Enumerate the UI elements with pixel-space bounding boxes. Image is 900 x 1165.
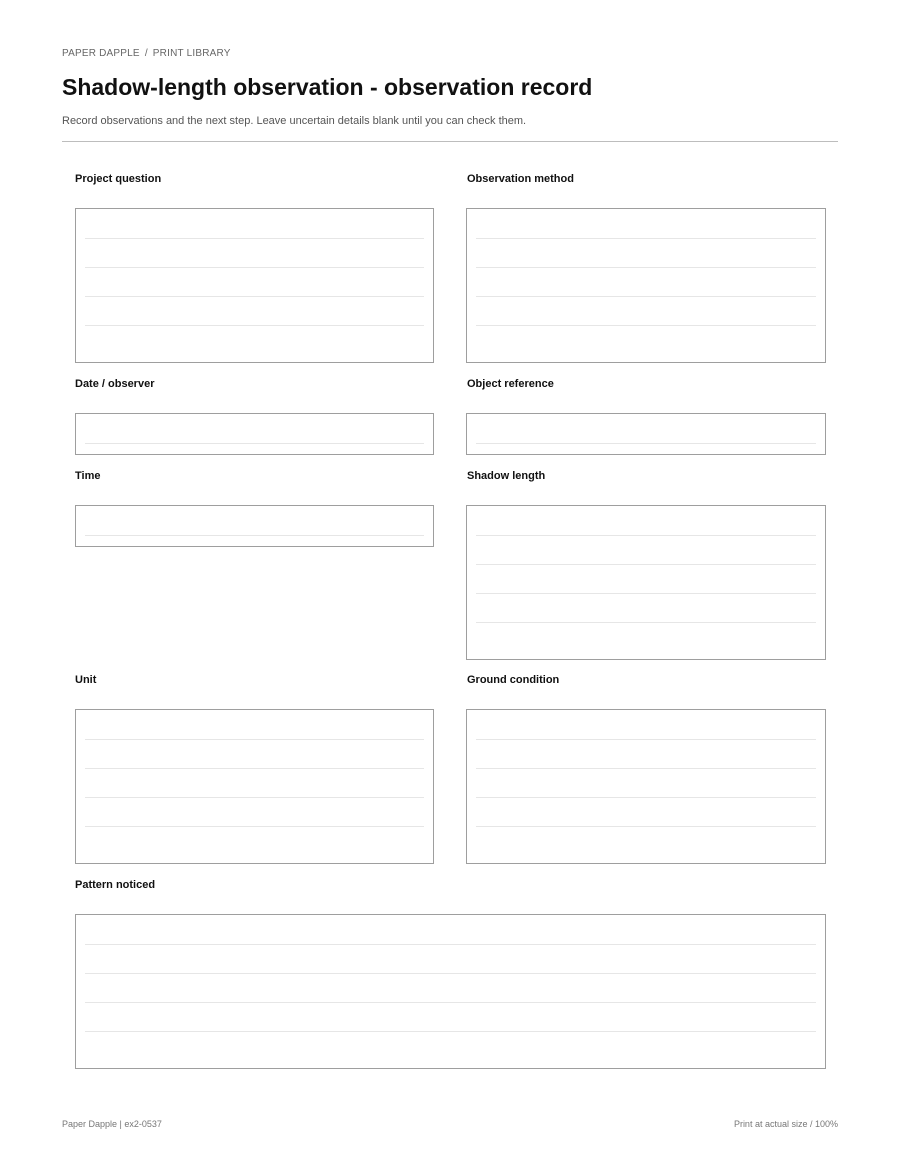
object-reference-field[interactable] [466,413,826,455]
writing-line [85,768,424,769]
time-label: Time [75,470,101,482]
page-title: Shadow-length observation - observation record [62,74,593,100]
writing-line [85,535,424,536]
shadow-length-label: Shadow length [467,470,546,482]
breadcrumb-brand: PAPER DAPPLE [62,48,140,59]
writing-line [476,826,816,827]
unit-label: Unit [75,674,97,686]
writing-line [476,768,816,769]
writing-line [476,296,816,297]
observation-method-label: Observation method [467,173,574,185]
date-observer-field[interactable] [75,413,434,455]
writing-line [85,739,424,740]
writing-line [85,1031,816,1032]
writing-line [476,564,816,565]
writing-line [476,238,816,239]
writing-line [476,443,816,444]
breadcrumb-separator: / [144,48,148,59]
page-subtitle: Record observations and the next step. Leave uncertain details blank until you can check them. [62,115,527,127]
ground-condition-label: Ground condition [467,674,560,686]
project-question-field[interactable] [75,208,434,363]
writing-line [85,973,816,974]
writing-line [476,535,816,536]
writing-line [476,593,816,594]
writing-line [85,325,424,326]
writing-line [85,267,424,268]
unit-field[interactable] [75,709,434,864]
writing-line [85,826,424,827]
writing-line [476,267,816,268]
date-observer-label: Date / observer [75,378,155,390]
header-divider [62,141,838,142]
writing-line [476,797,816,798]
shadow-length-field[interactable] [466,505,826,660]
writing-line [476,622,816,623]
writing-line [85,797,424,798]
pattern-noticed-label: Pattern noticed [75,879,156,891]
footer-print-note: Print at actual size / 100% [733,1119,838,1129]
writing-line [476,325,816,326]
breadcrumb [62,48,231,59]
writing-line [85,296,424,297]
ground-condition-field[interactable] [466,709,826,864]
project-question-label: Project question [75,173,162,185]
writing-line [476,739,816,740]
footer-document-id: Paper Dapple | ex2-0537 [62,1119,162,1129]
object-reference-label: Object reference [467,378,554,390]
writing-line [85,443,424,444]
observation-method-field[interactable] [466,208,826,363]
writing-line [85,944,816,945]
time-field[interactable] [75,505,434,547]
writing-line [85,1002,816,1003]
writing-line [85,238,424,239]
pattern-noticed-field[interactable] [75,914,826,1069]
breadcrumb-section: PRINT LIBRARY [152,48,231,59]
